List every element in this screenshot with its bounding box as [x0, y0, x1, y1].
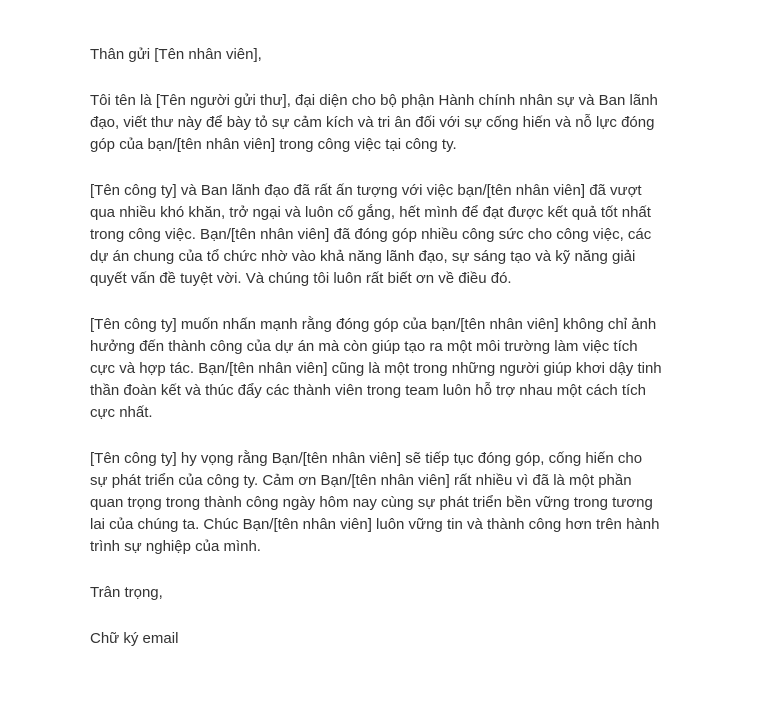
paragraph-line: qua nhiều khó khăn, trở ngại và luôn cố gắng, hết mình để đạt được kết quả tốt nhất — [90, 204, 651, 221]
email-signature: Chữ ký email — [90, 630, 179, 647]
paragraph-achievements — [90, 180, 710, 290]
paragraph-line: lai của chúng ta. Chúc Bạn/[tên nhân viên] luôn vững tin và thành công hơn trên hành — [90, 516, 660, 533]
paragraph-line: hưởng đến thành công của dự án mà còn giúp tạo ra một môi trường làm việc tích — [90, 338, 638, 355]
paragraph-line: góp của bạn/[tên nhân viên] trong công việc tại công ty. — [90, 136, 457, 153]
paragraph-line: Tôi tên là [Tên người gửi thư], đại diện cho bộ phận Hành chính nhân sự và Ban lãnh — [90, 92, 658, 109]
paragraph-line: cực nhất. — [90, 404, 153, 421]
paragraph-line: cực và hợp tác. Bạn/[tên nhân viên] cũng là một trong những người giúp khơi dậy tinh — [90, 360, 662, 377]
closing: Trân trọng, — [90, 584, 163, 601]
paragraph-line: trong công việc. Bạn/[tên nhân viên] đã đóng góp nhiều công sức cho công việc, các — [90, 226, 652, 243]
paragraph-line: sự phát triển của công ty. Cảm ơn Bạn/[tên nhân viên] rất nhiều vì đã là một phần — [90, 472, 632, 489]
paragraph-line: đạo, viết thư này để bày tỏ sự cảm kích và tri ân đối với sự cống hiến và nỗ lực đóng — [90, 114, 655, 131]
paragraph-line: [Tên công ty] muốn nhấn mạnh rằng đóng góp của bạn/[tên nhân viên] không chỉ ảnh — [90, 316, 657, 333]
paragraph-line: [Tên công ty] và Ban lãnh đạo đã rất ấn tượng với việc bạn/[tên nhân viên] đã vượt — [90, 182, 642, 199]
paragraph-line: thần đoàn kết và thúc đẩy các thành viên trong team luôn hỗ trợ nhau một cách tích — [90, 382, 647, 399]
paragraph-hopes — [90, 448, 710, 558]
paragraph-line: quan trọng trong thành công ngày hôm nay cùng sự phát triển bền vững trong tương — [90, 494, 653, 511]
paragraph-line: quyết vấn đề tuyệt vời. Và chúng tôi luôn rất biết ơn về điều đó. — [90, 270, 512, 287]
paragraph-intro — [90, 90, 710, 156]
greeting: Thân gửi [Tên nhân viên], — [90, 46, 262, 63]
paragraph-line: trình sự nghiệp của mình. — [90, 538, 261, 555]
paragraph-line: [Tên công ty] hy vọng rằng Bạn/[tên nhân viên] sẽ tiếp tục đóng góp, cống hiến cho — [90, 450, 643, 467]
paragraph-line: dự án chung của tổ chức nhờ vào khả năng lãnh đạo, sự sáng tạo và kỹ năng giải — [90, 248, 636, 265]
paragraph-impact — [90, 314, 710, 424]
